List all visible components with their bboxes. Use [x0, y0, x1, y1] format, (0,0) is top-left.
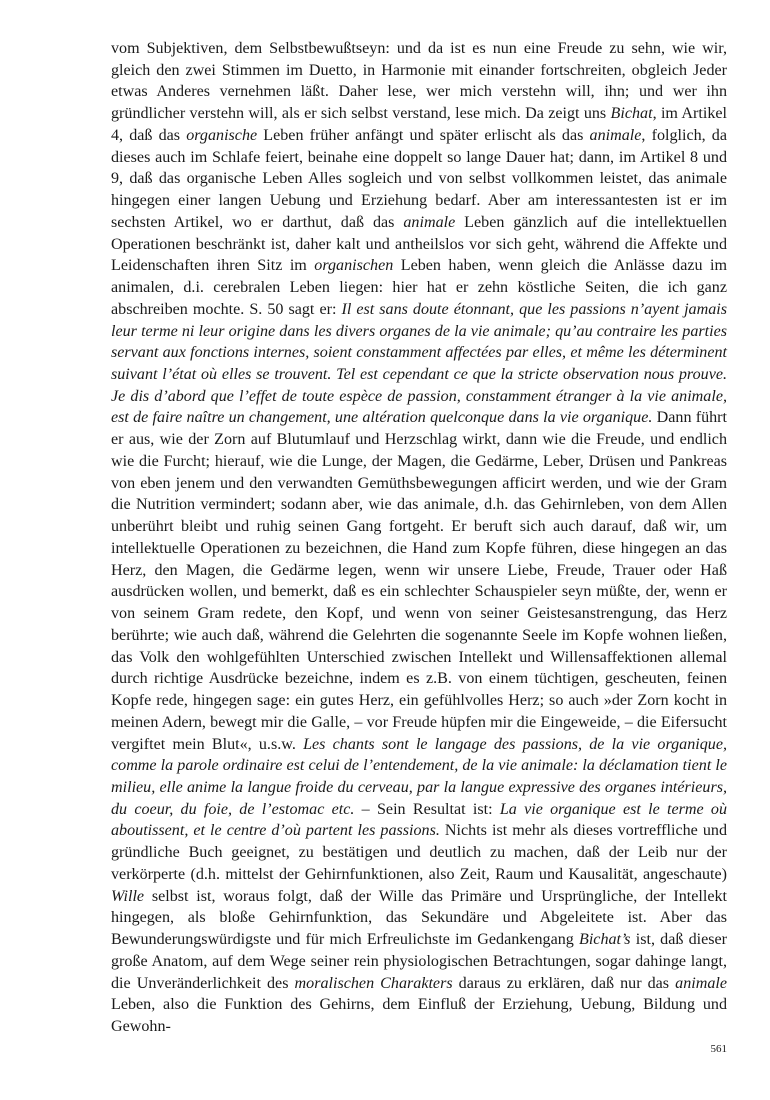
- italic-text-run: Bichat’s: [579, 931, 631, 949]
- italic-text-run: Wille: [111, 887, 145, 905]
- italic-text-run: Il est sans doute étonnant, que les passions n’ayent jamais leur terme ni leur origine dans les divers organes de la vie animale; qu’au contraire les parties servant aux fonctions internes, soient constamment affectées par elles, et même les déterminent suivant l’état où elles se trouvent. Tel est cependant ce que la stricte observation nous prouve. Je dis d’abord que l’effet de toute espèce de passion, constamment étranger à la vie animale, est de faire naître un changement, une altération quelconque dans la vie organique.: [111, 300, 727, 427]
- text-run: Leben haben, wenn gleich die Anlässe dazu im animalen, d.i. cerebralen Leben liegen: hier hat er zehn köstliche Seiten, die ich ganz abschreiben mochte. S. 50 sagt er:: [111, 257, 727, 318]
- italic-text-run: moralischen Charakters: [294, 974, 453, 992]
- text-run: selbst ist, woraus folgt, daß der Wille das Primäre und Ursprüngliche, der Intellekt hingegen, als bloße Gehirnfunktion, das Sekundäre und Abgeleitete ist. Aber das Bewunderungswürdigste und für mich Erfreulichste im Gedankengang: [111, 887, 727, 949]
- text-run: vom Subjektiven, dem Selbstbewußtseyn: und da ist es nun eine Freude zu sehn, wie wir, gleich den zwei Stimmen im Duetto, in Harmonie mit einander fortschreiten, obgleich Jeder etwas Anderes vernehmen läßt. Daher lese, wer mich verstehn will, ihn; und wer ihn gründlicher verstehn will, als er sich selbst verstand, lese mich. Da zeigt uns: [111, 40, 727, 123]
- italic-text-run: Bichat: [610, 105, 653, 123]
- text-run: Leben, also die Funktion des Gehirns, dem Einfluß der Erziehung, Uebung, Bildung und Gewohn-: [111, 996, 727, 1036]
- italic-text-run: animale: [589, 126, 642, 144]
- text-run: , im Artikel 4, daß das: [111, 105, 727, 144]
- text-run: Nichts ist mehr als dieses vortreffliche und gründliche Buch geeignet, zu bestätigen und deutlich zu machen, daß der Leib nur der verkörperte (d.h. mittelst der Gehirnfunktionen, also Zeit, Raum und Kausalität, angeschaute): [111, 822, 727, 883]
- italic-text-run: organischen: [314, 257, 394, 275]
- text-run: , folglich, da dieses auch im Schlafe feiert, beinahe eine doppelt so lange Dauer hat; dann, im Artikel 8 und 9, daß das organische Leben Alles sogleich und von selbst vollkommen leistet, das animale hingegen einer langen Uebung und Erziehung bedarf. Aber am interessantesten ist er im sechsten Artikel, wo er darthut, daß das: [111, 126, 727, 231]
- page-number: 561: [710, 1043, 727, 1055]
- italic-text-run: La vie organique est le terme où aboutissent, et le centre d’où partent les passions.: [111, 800, 727, 840]
- italic-text-run: animale: [675, 974, 727, 992]
- italic-text-run: organische: [186, 126, 258, 144]
- text-run: daraus zu erklären, daß nur das: [452, 974, 676, 992]
- page-body: [111, 38, 727, 1038]
- text-run: Leben früher anfängt und später erlischt als das: [257, 126, 590, 144]
- text-run: – Sein Resultat ist:: [354, 800, 500, 818]
- italic-text-run: animale: [403, 213, 456, 231]
- text-run: ist, daß dieser große Anatom, auf dem Wege seiner rein physiologischen Betrachtungen, sogar dahinge langt, die Unveränderlichkeit des: [111, 931, 727, 992]
- text-run: Leben gänzlich auf die intellektuellen Operationen beschränkt ist, daher kalt und antheilslos vor sich geht, während die Affekte und Leidenschaften ihren Sitz im: [111, 213, 727, 275]
- body-paragraph: [111, 38, 727, 1038]
- italic-text-run: Les chants sont le langage des passions, de la vie organique, comme la parole ordinaire est celui de l’entendement, de la vie animale: la déclamation tient le milieu, elle anime la langue froide du cerveau, par la langue expressive des organes intérieurs, du coeur, du foie, de l’estomac etc.: [111, 735, 727, 818]
- text-run: Dann führt er aus, wie der Zorn auf Blutumlauf und Herzschlag wirkt, dann wie die Freude, und endlich wie die Furcht; hierauf, wie die Lunge, der Magen, die Gedärme, Leber, Drüsen und Pankreas von eben jenem und den verwandten Gemüthsbewegungen afficirt werden, und wie der Gram die Nutrition vermindert; sodann aber, wie das animale, d.h. das Gehirnleben, von dem Allen unberührt bleibt und ruhig seinen Gang fortgeht. Er beruft sich auch darauf, daß wir, um intellektuelle Operationen zu bezeichnen, die Hand zum Kopfe führen, diese hingegen an das Herz, den Magen, die Gedärme legen, wenn wir unsere Liebe, Freude, Trauer oder Haß ausdrücken wollen, und bemerkt, daß es ein schlechter Schauspieler seyn müßte, der, wenn er von seinem Gram redete, den Kopf, und wenn von seiner Geistesanstrengung, das Herz berührte; wie auch daß, während die Gelehrten die sogenannte Seele im Kopfe wohnen ließen, das Volk den wohlgefühlten Unterschied zwischen Intellekt und Willensaffektionen allemal durch richtige Ausdrücke bezeichne, indem es z.B. von einem tüchtigen, gescheuten, feinen Kopfe rede, hingegen sage: ein gutes Herz, ein gefühlvolles Herz; so auch »der Zorn kocht in meinen Adern, bewegt mir die Galle, – vor Freude hüpfen mir die Eingeweide, – die Eifersucht vergiftet mein Blut«, u.s.w.: [111, 409, 727, 753]
